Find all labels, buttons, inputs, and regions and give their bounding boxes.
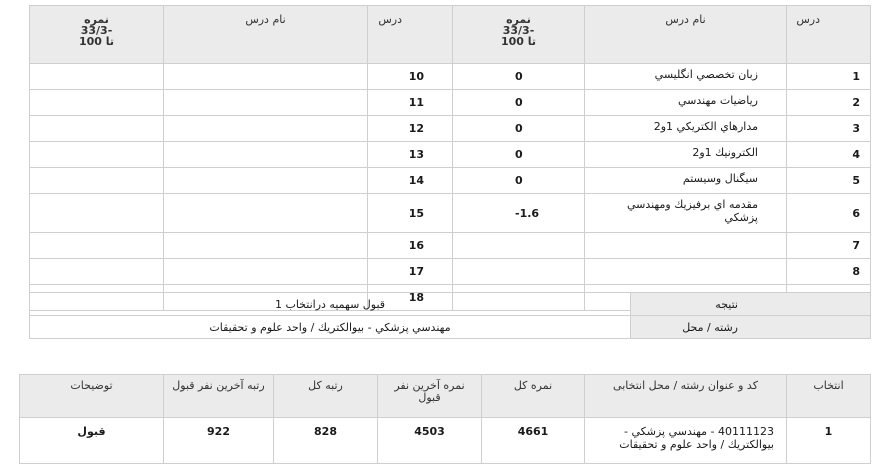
field-row (30, 316, 871, 339)
grade-header-2 (30, 6, 164, 64)
subject-number-cell: 1 (787, 64, 871, 90)
result-value: قبول سهميه درانتخاب 1 (30, 293, 631, 316)
field-label: رشته / محل (631, 316, 871, 339)
subject-name-cell (164, 259, 368, 285)
subject-name-cell: زبان تخصصي انگليسي (585, 64, 787, 90)
subject-name-header-2: نام درس (164, 6, 368, 64)
subject-number-cell: 2 (787, 90, 871, 116)
grade-header-text-2: نمره -33/3 تا 100 (78, 13, 115, 48)
subject-number-cell: 16 (368, 233, 453, 259)
subject-name-cell: مدارهاي الكتريكي 1و2 (585, 116, 787, 142)
grade-cell (30, 64, 164, 90)
grade-header (453, 6, 585, 64)
table-row (30, 90, 871, 116)
subject-number-header-2: درس (368, 6, 453, 64)
result-row (30, 293, 871, 316)
grades-header-row (30, 6, 871, 64)
subject-number-cell: 15 (368, 194, 453, 233)
subject-number-cell: 3 (787, 116, 871, 142)
subject-name-header: نام درس (585, 6, 787, 64)
subject-number-cell: 6 (787, 194, 871, 233)
subject-number-cell: 7 (787, 233, 871, 259)
grade-cell: 0 (453, 90, 585, 116)
subject-number-header: درس (787, 6, 871, 64)
grade-cell (30, 259, 164, 285)
subject-name-cell (585, 233, 787, 259)
grade-cell: 0 (453, 168, 585, 194)
code-title-header: کد و عنوان رشته / محل انتخابی (585, 375, 787, 418)
table-row (30, 142, 871, 168)
total-score-cell: 4661 (482, 418, 585, 464)
selection-header-row (20, 375, 871, 418)
table-row (30, 116, 871, 142)
subject-name-cell (164, 194, 368, 233)
grades-body (30, 64, 871, 311)
result-label: نتيجه (631, 293, 871, 316)
subject-number-cell: 18 (368, 285, 453, 311)
subject-name-cell (164, 233, 368, 259)
subject-name-cell (164, 90, 368, 116)
choice-header: انتخاب (787, 375, 871, 418)
subject-name-cell (164, 116, 368, 142)
grade-cell (30, 116, 164, 142)
subject-name-cell (585, 259, 787, 285)
choice-cell: 1 (787, 418, 871, 464)
total-rank-cell: 828 (274, 418, 378, 464)
grade-cell: 0 (453, 64, 585, 90)
grade-cell (453, 259, 585, 285)
grade-cell (30, 142, 164, 168)
grade-cell (30, 194, 164, 233)
subject-number-cell: 13 (368, 142, 453, 168)
last-admitted-score-cell: 4503 (378, 418, 482, 464)
subject-number-cell: 11 (368, 90, 453, 116)
last-admitted-score-header: نمره آخرین نفر قبول (378, 375, 482, 418)
table-row (30, 259, 871, 285)
subject-number-cell: 5 (787, 168, 871, 194)
subject-number-cell: 14 (368, 168, 453, 194)
subject-name-cell: الكترونيك 1و2 (585, 142, 787, 168)
grade-cell: 0 (453, 142, 585, 168)
grade-cell (30, 90, 164, 116)
grade-header-text: نمره -33/3 تا 100 (500, 13, 537, 48)
grade-cell (453, 233, 585, 259)
field-value: مهندسي پزشكي - بيوالكتريك / واحد علوم و تحقيقات (30, 316, 631, 339)
subject-name-cell: رياضيات مهندسي (585, 90, 787, 116)
notes-cell: قبول (20, 418, 164, 464)
grades-table (29, 5, 871, 311)
subject-name-cell: سيگنال وسيستم (585, 168, 787, 194)
selection-row (20, 418, 871, 464)
subject-number-cell: 8 (787, 259, 871, 285)
total-score-header: نمره کل (482, 375, 585, 418)
grade-cell: 1.6- (453, 194, 585, 233)
subject-number-cell: 12 (368, 116, 453, 142)
table-row (30, 194, 871, 233)
table-row (30, 233, 871, 259)
subject-number-cell: 10 (368, 64, 453, 90)
grade-cell (30, 233, 164, 259)
grade-cell (30, 168, 164, 194)
subject-number-cell: 4 (787, 142, 871, 168)
subject-name-cell: مقدمه اي برفيزيك ومهندسي پزشكي (585, 194, 787, 233)
subject-name-cell (164, 142, 368, 168)
subject-name-cell (164, 168, 368, 194)
subject-name-cell (164, 64, 368, 90)
code-title-cell: 40111123 - مهندسي پزشكي - بيوالكتريك / واحد علوم و تحقيقات (585, 418, 787, 464)
selection-table (19, 374, 871, 464)
result-table (29, 292, 871, 339)
last-admitted-rank-cell: 922 (164, 418, 274, 464)
subject-number-cell: 17 (368, 259, 453, 285)
last-admitted-rank-header: رتبه آخرین نفر قبول (164, 375, 274, 418)
total-rank-header: رتبه کل (274, 375, 378, 418)
grade-cell: 0 (453, 116, 585, 142)
table-row (30, 64, 871, 90)
table-row (30, 168, 871, 194)
notes-header: توضیحات (20, 375, 164, 418)
